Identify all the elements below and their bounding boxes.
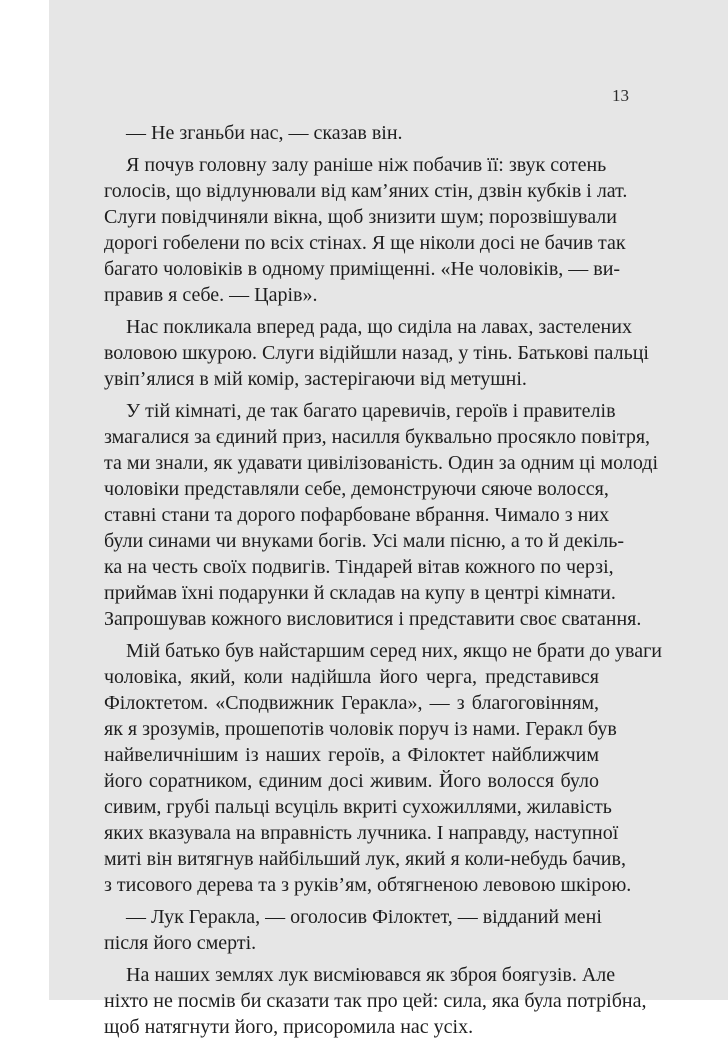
text-line: На наших землях лук висміювався як зброя боягузів. Але: [126, 964, 616, 986]
text-line: його соратником, єдиним досі живим. Його волосся було: [104, 770, 599, 792]
text-line: приймав їхні подарунки й складав на купу в центрі кімнати.: [104, 582, 616, 604]
paragraph: [104, 398, 659, 632]
text-line: сивим, грубі пальці всуціль вкриті сухожиллями, жилавість: [104, 796, 612, 818]
text-line: правив я себе. — Царів».: [104, 284, 318, 306]
paragraph: [104, 638, 662, 898]
text-line: Слуги повідчиняли вікна, щоб знизити шум; порозвішували: [104, 206, 617, 228]
text-line: воловою шкурою. Слуги відійшли назад, у тінь. Батькові пальці: [104, 342, 649, 364]
paragraph: [104, 314, 649, 392]
text-line: найвеличнішим із наших героїв, а Філоктет найближчим: [104, 744, 599, 766]
text-line: з тисового дерева та з руків’ям, обтягненою левовою шкірою.: [104, 874, 632, 896]
text-line: після його смерті.: [104, 932, 257, 954]
paragraph: [104, 152, 628, 308]
text-line: голосів, що відлунювали від кам’яних стін, дзвін кубків і лат.: [104, 180, 628, 202]
text-line: яких вказувала на вправність лучника. І направду, наступної: [104, 822, 619, 844]
book-page: [49, 0, 728, 1038]
text-line: багато чоловіків в одному приміщенні. «Не чоловіків, — ви-: [104, 258, 621, 280]
text-line: ставні стани та дорого пофарбоване вбрання. Чимало з них: [104, 504, 610, 526]
text-line: Я почув головну залу раніше ніж побачив її: звук сотень: [126, 154, 607, 176]
text-line: чоловіки представляли себе, демонструючи сяюче волосся,: [104, 478, 609, 500]
text-line: миті він витягнув найбільший лук, який я коли-небудь бачив,: [104, 848, 626, 870]
text-line: щоб натягнути його, присоромила нас усіх.: [104, 1016, 474, 1038]
text-line: — Лук Геракла, — оголосив Філоктет, — відданий мені: [126, 906, 602, 928]
text-line: Філоктетом. «Сподвижник Геракла», — з благоговінням,: [104, 692, 599, 714]
text-line: У тій кімнаті, де так багато царевичів, героїв і правителів: [126, 400, 616, 422]
text-line: Запрошував кожного висловитися і представити своє сватання.: [104, 608, 642, 630]
text-line: та ми знали, як удавати цивілізованість. Один за одним ці молоді: [104, 452, 659, 474]
text-line: чоловіка, який, коли надійшла його черга, представився: [104, 666, 599, 688]
text-line: Мій батько був найстаршим серед них, якщо не брати до уваги: [126, 640, 662, 662]
paragraph: [104, 962, 647, 1040]
text-line: були синами чи внуками богів. Усі мали пісню, а то й декіль-: [104, 530, 625, 552]
text-line: змагалися за єдиний приз, насилля буквально просякло повітря,: [104, 426, 651, 448]
page-number: 13: [612, 86, 629, 105]
text-line: ніхто не посмів би сказати так про цей: сила, яка була потрібна,: [104, 990, 647, 1012]
body-text: [104, 120, 662, 1046]
text-line: Нас покликала вперед рада, що сиділа на лавах, застелених: [126, 316, 632, 338]
text-line: дорогі гобелени по всіх стінах. Я ще ніколи досі не бачив так: [104, 232, 626, 254]
text-line: увіп’ялися в мій комір, застерігаючи від метушні.: [104, 368, 527, 390]
paragraph: [104, 120, 599, 146]
paragraph: [104, 904, 602, 956]
text-line: — Не зганьби нас, — сказав він.: [126, 122, 403, 144]
text-line: ка на честь своїх подвигів. Тіндарей вітав кожного по черзі,: [104, 556, 614, 578]
text-line: як я зрозумів, прошепотів чоловік поруч із нами. Геракл був: [104, 718, 617, 740]
